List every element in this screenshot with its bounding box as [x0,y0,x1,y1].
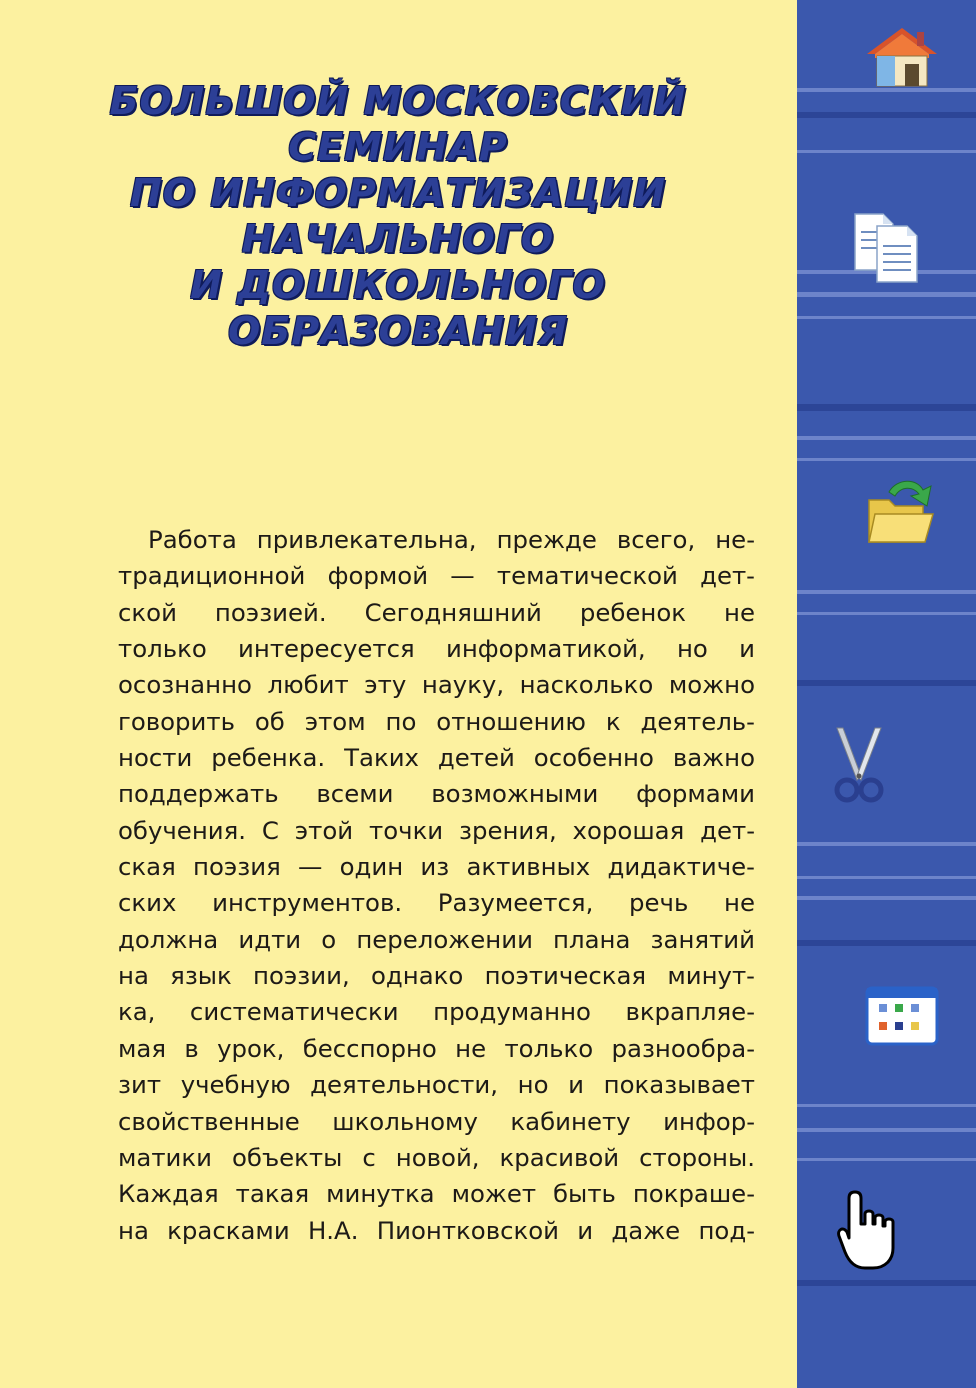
sidebar-stripe [797,1158,976,1161]
title-line: И ДОШКОЛЬНОГО [190,263,606,307]
sidebar-stripe [797,436,976,440]
sidebar-stripe [797,842,976,846]
body-line: Работа привлекательна, прежде всего, не- [148,525,755,554]
sidebar-stripe [797,896,976,900]
body-paragraph [118,522,755,1249]
sidebar-stripe [797,1128,976,1132]
sidebar-stripe [797,590,976,594]
body-line: на красками Н.А. Пионтковской и даже под- [118,1215,755,1245]
documents-icon[interactable] [853,212,921,284]
home-icon[interactable] [865,24,939,90]
sidebar-stripe [797,680,976,686]
sidebar-stripe [797,112,976,118]
sidebar-stripe [797,150,976,153]
sidebar-stripe [797,876,976,879]
body-line: ка, систематически продуманно вкрапляе- [118,997,755,1027]
body-line: только интересуется информатикой, но и [118,634,755,664]
sidebar-stripe [797,292,976,297]
body-line: традиционной формой — тематической дет- [118,561,755,591]
title-line: ОБРАЗОВАНИЯ [227,309,569,353]
body-line: матики объекты с новой, красивой стороны. [118,1142,755,1172]
body-line: должна идти о переложении плана занятий [118,924,755,954]
sidebar-stripe [797,1280,976,1286]
title-line: ПО ИНФОРМАТИЗАЦИИ [130,171,666,215]
sidebar-stripe [797,940,976,946]
sidebar [797,0,976,1388]
sidebar-stripe [797,316,976,319]
sidebar-stripe [797,612,976,615]
body-line: на язык поэзии, однако поэтическая минут- [118,961,755,991]
sidebar-stripe [797,1104,976,1107]
folder-arrow-icon[interactable] [867,474,937,546]
sidebar-stripe [797,404,976,411]
body-line: ских инструментов. Разумеется, речь не [118,888,755,918]
body-line: ности ребенка. Таких детей особенно важно [118,743,755,773]
body-line: обучения. С этой точки зрения, хорошая дет- [118,815,755,845]
body-line: зит учебную деятельности, но и показывает [118,1070,755,1100]
body-line: ской поэзией. Сегодняшний ребенок не [118,597,755,627]
page-title [60,78,736,354]
body-line: мая в урок, бесспорно не только разнообра- [118,1033,755,1063]
body-line: говорить об этом по отношению к деятель- [118,706,755,736]
scissors-icon[interactable] [831,726,887,806]
window-grid-icon[interactable] [865,986,939,1046]
body-line: поддержать всеми возможными формами [118,779,755,809]
hand-cursor-icon[interactable] [837,1188,901,1272]
title-line: СЕМИНАР [288,125,508,169]
body-line: свойственные школьному кабинету инфор- [118,1106,755,1136]
body-line: ская поэзия — один из активных дидактиче- [118,852,755,882]
title-line: НАЧАЛЬНОГО [241,217,555,261]
body-line: Каждая такая минутка может быть покраше- [118,1179,755,1209]
body-line: осознанно любит эту науку, насколько можно [118,670,755,700]
sidebar-stripe [797,458,976,461]
title-line: БОЛЬШОЙ МОСКОВСКИЙ [109,79,687,123]
